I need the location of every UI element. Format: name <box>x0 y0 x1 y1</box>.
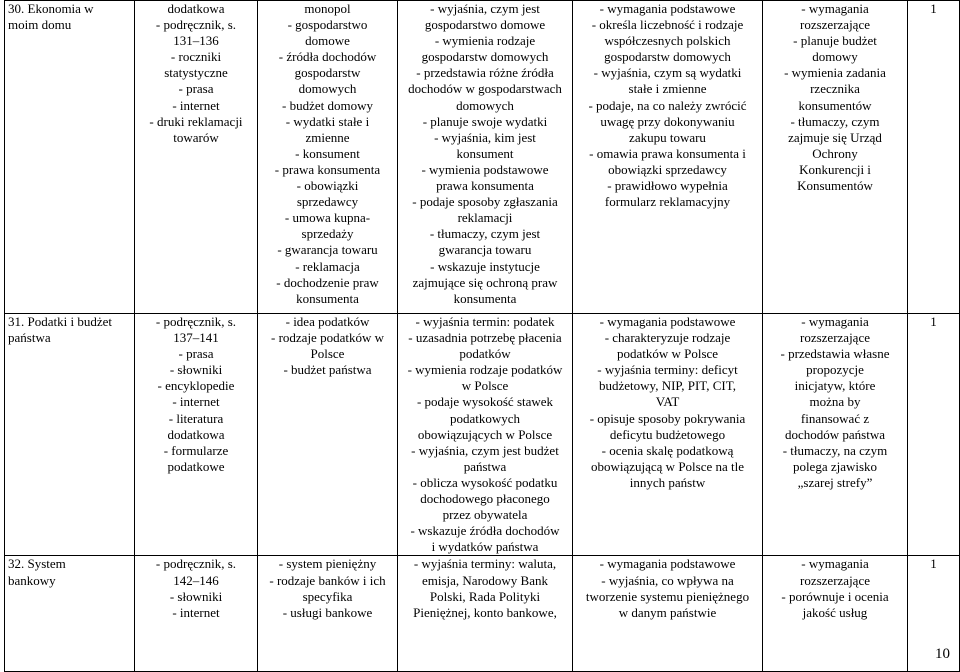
cell-line: 32. System <box>8 556 66 572</box>
cell-line: - wymagania podstawowe <box>599 1 736 16</box>
cell-line: formularz reklamacyjny <box>604 194 731 210</box>
table-row <box>5 314 960 556</box>
cell-line: - wymienia rodzaje <box>434 33 536 49</box>
cell-line: - słowniki <box>169 362 223 378</box>
cell-line: konsumenta <box>453 290 517 306</box>
cell-line: - konsument <box>295 145 360 161</box>
cell-line: - prasa <box>178 346 214 362</box>
cell-line: można by <box>809 394 861 410</box>
cell-line: - oblicza wysokość podatku <box>412 474 558 490</box>
cell-line: konsumenta <box>296 290 359 306</box>
cell-line: dochodowego płaconego <box>420 491 550 507</box>
cell-line: gwarancja towaru <box>438 242 532 258</box>
cell-line: - podaje, na co należy zwrócić <box>588 97 747 113</box>
cell-line: budżetowy, NIP, PIT, CIT, <box>599 378 736 394</box>
cell-line: specyfika <box>302 588 353 604</box>
cell-line: 137–141 <box>173 330 219 346</box>
cell-line: Konsumentów <box>797 178 873 194</box>
sources-cell <box>135 1 258 314</box>
cell-line: - podaje sposoby zgłaszania <box>412 194 558 210</box>
cell-line: - przedstawia różne źródła <box>416 65 554 81</box>
cell-line: - wyjaśnia terminy: waluta, <box>413 556 557 572</box>
cell-line: - budżet domowy <box>282 97 373 113</box>
cell-line: - wymienia zadania <box>784 65 886 81</box>
cell-line: monopol <box>304 1 351 16</box>
advanced-requirements-cell <box>763 314 908 556</box>
sources-cell <box>135 314 258 556</box>
cell-line: zmienne <box>305 129 350 145</box>
topic-cell <box>5 1 135 314</box>
cell-line: - gospodarstwo <box>287 17 368 33</box>
cell-line: - wskazuje instytucje <box>430 258 540 274</box>
cell-line: - źródła dochodów <box>278 49 377 65</box>
cell-line: - przedstawia własne <box>780 346 890 362</box>
cell-line: towarów <box>173 129 219 145</box>
cell-line: - internet <box>172 604 220 620</box>
cell-line: - określa liczebność i rodzaje <box>591 17 744 33</box>
cell-line: - podręcznik, s. <box>155 556 237 572</box>
cell-line: - system pieniężny <box>278 556 377 572</box>
cell-line: obowiązującą w Polsce na tle <box>590 458 745 474</box>
cell-line: - planuje swoje wydatki <box>422 113 548 129</box>
cell-line: - podaje wysokość stawek <box>416 394 554 410</box>
cell-line: dodatkowa <box>167 426 225 442</box>
cell-line: Konkurencji i <box>799 161 871 177</box>
cell-line: - wyjaśnia, czym są wydatki <box>593 65 742 81</box>
cell-line: zajmujące się ochroną praw <box>412 274 558 290</box>
cell-line: obowiązki sprzedawcy <box>608 161 727 177</box>
cell-line: - prawidłowo wypełnia <box>607 178 728 194</box>
cell-line: - tłumaczy, na czym <box>782 442 888 458</box>
cell-line: jakość usług <box>802 604 868 620</box>
content-cell <box>258 314 398 556</box>
cell-line: „szarej strefy” <box>797 474 873 490</box>
content-cell <box>258 1 398 314</box>
cell-line: - rodzaje podatków w <box>271 330 384 346</box>
basic-requirements-cell <box>398 1 573 314</box>
cell-line: - omawia prawa konsumenta i <box>589 145 746 161</box>
cell-line: prawa konsumenta <box>436 178 534 194</box>
cell-line: 142–146 <box>173 572 219 588</box>
cell-line: 30. Ekonomia w <box>8 1 94 16</box>
cell-line: - wyjaśnia, kim jest <box>434 129 536 145</box>
cell-line: domowy <box>812 49 858 65</box>
cell-line: finansować z <box>800 410 870 426</box>
cell-line: - prasa <box>178 81 214 97</box>
extended-requirements-cell <box>573 314 763 556</box>
cell-line: - wymagania <box>801 314 869 329</box>
cell-line: i wydatków państwa <box>431 539 539 555</box>
cell-line: - porównuje i ocenia <box>781 588 889 604</box>
cell-line: w danym państwie <box>618 604 717 620</box>
cell-line: - opisuje sposoby pokrywania <box>589 410 746 426</box>
page-number: 10 <box>935 646 950 662</box>
cell-line: gospodarstw domowych <box>421 49 549 65</box>
table-row <box>5 556 960 672</box>
cell-line: - wyjaśnia, czym jest <box>430 1 540 16</box>
cell-line: - wymagania podstawowe <box>599 314 736 329</box>
cell-line: VAT <box>655 394 680 410</box>
cell-line: - wyjaśnia, co wpływa na <box>601 572 734 588</box>
cell-line: - słowniki <box>169 588 223 604</box>
cell-line: - idea podatków <box>285 314 370 329</box>
hours-cell: 1 <box>908 1 960 314</box>
cell-line: - gwarancja towaru <box>277 242 378 258</box>
cell-line: - wymagania <box>801 1 869 16</box>
cell-line: - roczniki <box>170 49 222 65</box>
cell-line: polega zjawisko <box>792 458 878 474</box>
cell-line: podatkowe <box>167 458 225 474</box>
topic-cell <box>5 556 135 672</box>
cell-line: - podręcznik, s. <box>155 314 237 329</box>
cell-line: - tłumaczy, czym jest <box>429 226 541 242</box>
table-body <box>5 1 960 672</box>
sources-cell <box>135 556 258 672</box>
cell-line: - planuje budżet <box>793 33 877 49</box>
cell-line: domowych <box>456 97 514 113</box>
cell-line: - wymienia podstawowe <box>421 161 549 177</box>
cell-line: - budżet państwa <box>283 362 372 378</box>
cell-line: uwagę przy dokonywaniu <box>600 113 735 129</box>
cell-line: - wyjaśnia termin: podatek <box>415 314 555 329</box>
curriculum-table <box>4 0 960 672</box>
cell-line: inicjatyw, które <box>794 378 876 394</box>
cell-line: konsumentów <box>798 97 872 113</box>
cell-line: gospodarstw domowych <box>604 49 731 65</box>
cell-line: deficytu budżetowego <box>609 426 726 442</box>
cell-line: reklamacji <box>457 210 513 226</box>
cell-line: propozycje <box>806 362 864 378</box>
content-cell <box>258 556 398 672</box>
table-row <box>5 1 960 314</box>
advanced-requirements-cell <box>763 1 908 314</box>
cell-line: zakupu towaru <box>629 129 706 145</box>
cell-line: sprzedawcy <box>296 194 359 210</box>
cell-line: - druki reklamacji <box>149 113 243 129</box>
cell-line: w Polsce <box>461 378 509 394</box>
cell-line: konsument <box>456 145 514 161</box>
cell-line: podatkowych <box>449 410 521 426</box>
extended-requirements-cell <box>573 556 763 672</box>
cell-line: - tłumaczy, czym <box>790 113 880 129</box>
cell-line: statystyczne <box>164 65 228 81</box>
cell-line: sprzedaży <box>301 226 354 242</box>
cell-line: Polski, Rada Polityki <box>429 588 541 604</box>
cell-line: - ocenia skalę podatkową <box>601 442 734 458</box>
cell-line: państwa <box>463 458 507 474</box>
cell-line: - encyklopedie <box>157 378 235 394</box>
cell-line: 131–136 <box>173 33 219 49</box>
cell-line: - prawa konsumenta <box>274 161 381 177</box>
cell-line: gospodarstwo domowe <box>424 17 546 33</box>
cell-line: - dochodzenie praw <box>276 274 379 290</box>
cell-line: tworzenie systemu pieniężnego <box>585 588 750 604</box>
cell-line: stałe i zmienne <box>628 81 707 97</box>
cell-line: - wymienia rodzaje podatków <box>407 362 563 378</box>
cell-line: domowe <box>305 33 350 49</box>
cell-line: współczesnych polskich <box>604 33 731 49</box>
cell-line: - wymagania <box>801 556 869 572</box>
cell-line: - usługi bankowe <box>282 604 373 620</box>
cell-line: podatków w Polsce <box>616 346 719 362</box>
hours-cell: 1 <box>908 556 960 672</box>
cell-line: państwa <box>8 330 51 346</box>
cell-line: rozszerzające <box>800 17 870 33</box>
cell-line: domowych <box>298 81 357 97</box>
cell-line: - podręcznik, s. <box>155 17 237 33</box>
cell-line: rozszerzające <box>800 330 870 346</box>
cell-line: dodatkowa <box>167 1 225 16</box>
cell-line: moim domu <box>8 17 72 33</box>
advanced-requirements-cell <box>763 556 908 672</box>
cell-line: - wymagania podstawowe <box>599 556 736 572</box>
cell-line: bankowy <box>8 572 56 588</box>
cell-line: rzecznika <box>810 81 860 97</box>
cell-line: - formularze <box>163 442 229 458</box>
basic-requirements-cell <box>398 314 573 556</box>
cell-line: - reklamacja <box>295 258 360 274</box>
cell-line: - rodzaje banków i ich <box>269 572 386 588</box>
extended-requirements-cell <box>573 1 763 314</box>
cell-line: - wyjaśnia, czym jest budżet <box>411 442 559 458</box>
cell-line: Polsce <box>310 346 345 362</box>
cell-line: Ochrony <box>812 145 858 161</box>
cell-line: rozszerzające <box>800 572 870 588</box>
topic-cell <box>5 314 135 556</box>
cell-line: - wskazuje źródła dochodów <box>410 523 560 539</box>
cell-line: - internet <box>172 394 220 410</box>
cell-line: - internet <box>172 97 220 113</box>
basic-requirements-cell <box>398 556 573 672</box>
cell-line: Pieniężnej, konto bankowe, <box>413 604 557 620</box>
hours-cell: 1 <box>908 314 960 556</box>
cell-line: - wyjaśnia terminy: deficyt <box>597 362 738 378</box>
cell-line: - umowa kupna- <box>284 210 371 226</box>
cell-line: - uzasadnia potrzebę płacenia <box>408 330 562 346</box>
cell-line: 31. Podatki i budżet <box>8 314 112 329</box>
cell-line: - literatura <box>168 410 224 426</box>
cell-line: - charakteryzuje rodzaje <box>604 330 731 346</box>
cell-line: dochodów państwa <box>784 426 885 442</box>
cell-line: - obowiązki <box>296 178 359 194</box>
cell-line: przez obywatela <box>442 507 528 523</box>
cell-line: emisja, Narodowy Bank <box>421 572 548 588</box>
cell-line: gospodarstw <box>294 65 361 81</box>
cell-line: - wydatki stałe i <box>285 113 370 129</box>
cell-line: zajmuje się Urząd <box>788 129 882 145</box>
cell-line: obowiązujących w Polsce <box>417 426 553 442</box>
cell-line: dochodów w gospodarstwach <box>408 81 562 97</box>
cell-line: innych państw <box>629 474 706 490</box>
cell-line: podatków <box>459 346 511 362</box>
